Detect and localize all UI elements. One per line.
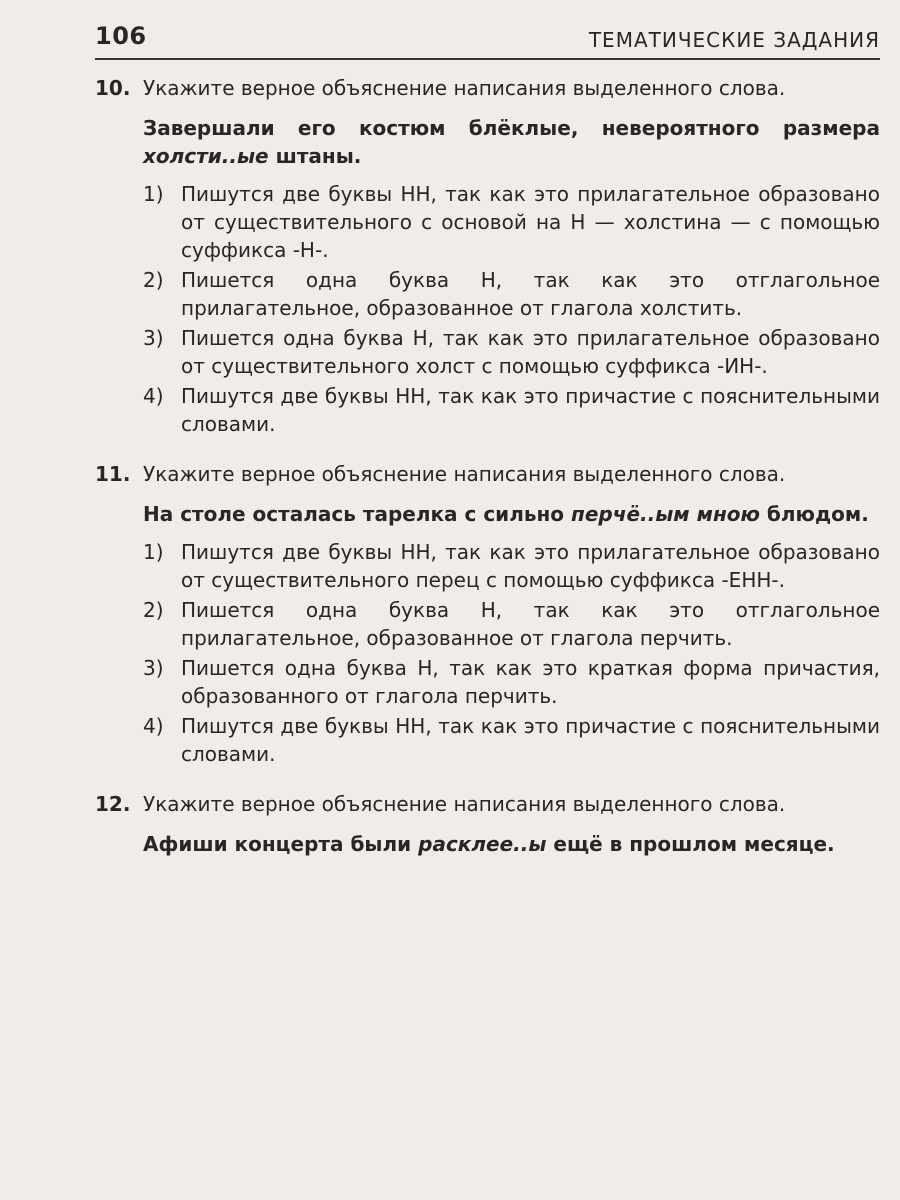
answer-option: 1) Пишутся две буквы НН, так как это прилагательное образовано от существительного перец с помощью суффикса -ЕНН-. [143, 540, 880, 592]
highlighted-word: холсти..ые [143, 144, 269, 168]
highlighted-word: расклее..ы [418, 832, 547, 856]
highlighted-word: перчё..ым мною [571, 502, 760, 526]
task-number: 10. [95, 76, 131, 100]
answer-option: 3) Пишется одна буква Н, так как это прилагательное образовано от существительного холст с помощью суффикса -ИН-. [143, 326, 880, 378]
page-header [95, 22, 880, 60]
answer-option: 4) Пишутся две буквы НН, так как это причастие с пояснительными словами. [143, 714, 880, 766]
answer-option: 3) Пишется одна буква Н, так как это краткая форма причастия, образованного от глагола перчить. [143, 656, 880, 708]
answer-option: 1) Пишутся две буквы НН, так как это прилагательное образовано от существительного с основой на Н — холстина — с помощью суффикса -Н-. [143, 182, 880, 262]
task-12 [95, 790, 880, 858]
answer-options [143, 538, 880, 768]
answer-option: 2) Пишется одна буква Н, так как это отглагольное прилагательное, образованное от глагола холстить. [143, 268, 880, 320]
answer-option: 2) Пишется одна буква Н, так как это отглагольное прилагательное, образованное от глагола перчить. [143, 598, 880, 650]
running-head: ТЕМАТИЧЕСКИЕ ЗАДАНИЯ [588, 28, 880, 52]
task-question: Укажите верное объяснение написания выделенного слова. [143, 462, 786, 486]
task-10 [95, 74, 880, 438]
page-content [95, 74, 880, 880]
task-number: 12. [95, 792, 131, 816]
answer-option: 4) Пишутся две буквы НН, так как это причастие с пояснительными словами. [143, 384, 880, 436]
task-sentence: Афиши концерта были расклее..ы ещё в прошлом месяце. [143, 832, 835, 856]
task-question: Укажите верное объяснение написания выделенного слова. [143, 76, 786, 100]
answer-options [143, 180, 880, 438]
task-11 [95, 460, 880, 768]
task-number: 11. [95, 462, 131, 486]
task-sentence: Завершали его костюм блёклые, невероятного размера холсти..ые штаны. [143, 116, 880, 168]
task-sentence: На столе осталась тарелка с сильно перчё..ым мною блюдом. [143, 502, 869, 526]
page-number: 106 [95, 22, 147, 50]
task-question: Укажите верное объяснение написания выделенного слова. [143, 792, 786, 816]
